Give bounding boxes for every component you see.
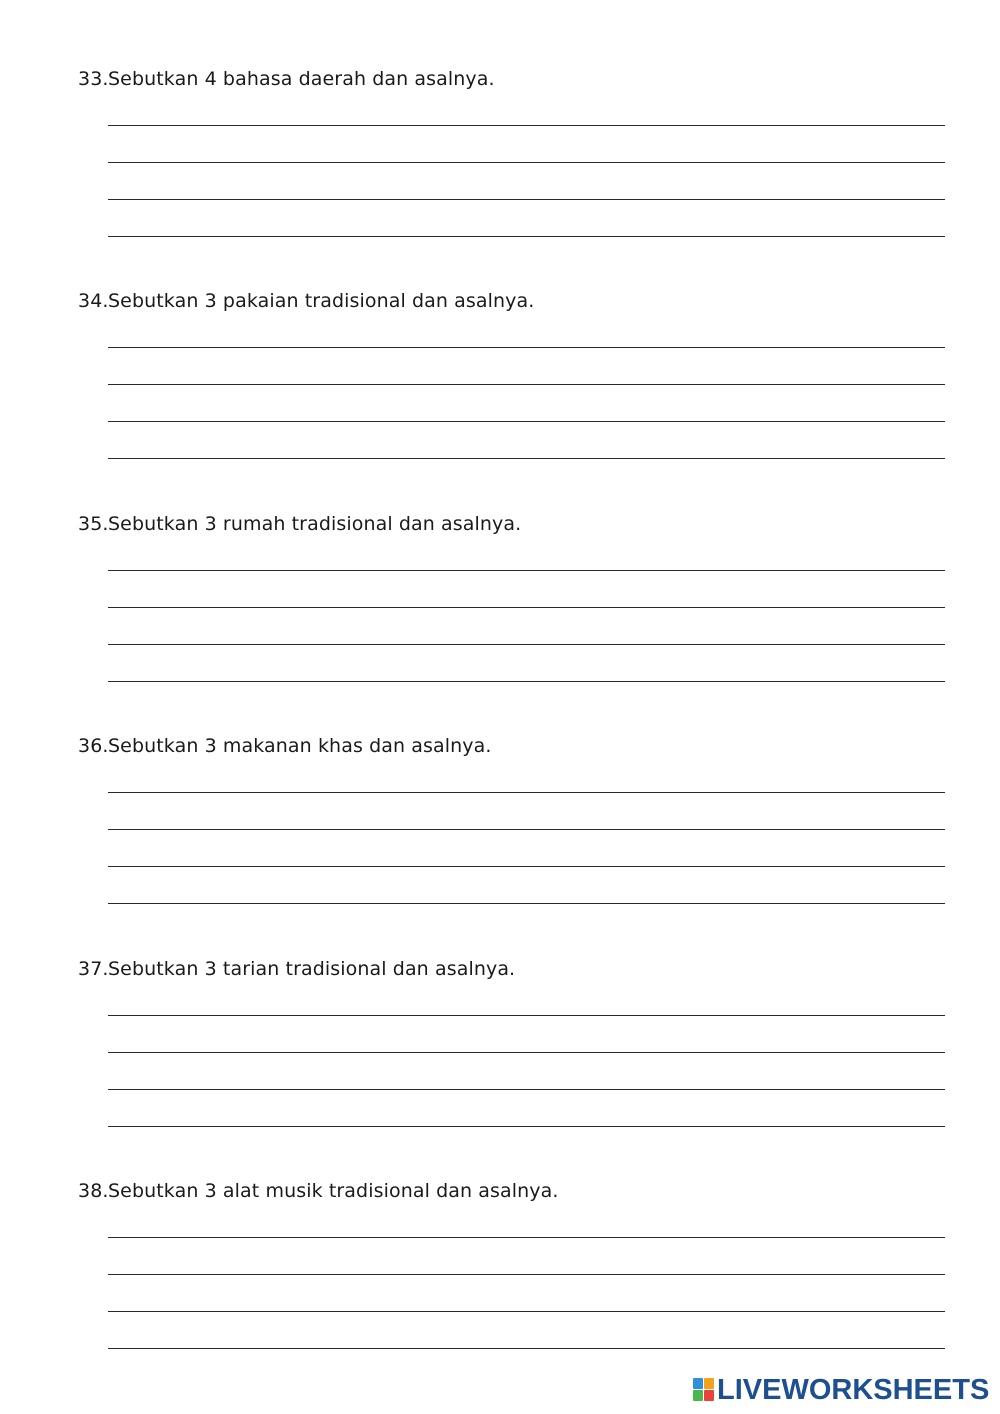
question-37 xyxy=(0,890,1000,1112)
answer-line[interactable] xyxy=(108,125,945,126)
answer-line[interactable] xyxy=(108,1274,945,1275)
question-prompt xyxy=(78,288,534,314)
liveworksheets-logo-icon xyxy=(693,1378,715,1402)
answer-line[interactable] xyxy=(108,570,945,571)
question-36 xyxy=(0,667,1000,889)
question-number: 37. xyxy=(78,958,109,980)
question-33 xyxy=(0,0,1000,222)
question-text: Sebutkan 3 tarian tradisional dan asalnya. xyxy=(108,958,516,980)
question-prompt xyxy=(78,733,492,759)
question-34 xyxy=(0,222,1000,444)
question-prompt xyxy=(78,956,515,982)
question-38 xyxy=(0,1112,1000,1334)
answer-line[interactable] xyxy=(108,607,945,608)
answer-line[interactable] xyxy=(108,1237,945,1238)
answer-line[interactable] xyxy=(108,199,945,200)
answer-line[interactable] xyxy=(108,347,945,348)
question-number: 34. xyxy=(78,290,109,312)
question-text: Sebutkan 3 pakaian tradisional dan asalnya. xyxy=(108,290,535,312)
answer-line[interactable] xyxy=(108,1015,945,1016)
question-35 xyxy=(0,445,1000,667)
answer-line[interactable] xyxy=(108,1052,945,1053)
answer-line[interactable] xyxy=(108,162,945,163)
answer-line[interactable] xyxy=(108,792,945,793)
question-text: Sebutkan 4 bahasa daerah dan asalnya. xyxy=(108,68,495,90)
question-text: Sebutkan 3 alat musik tradisional dan asalnya. xyxy=(108,1180,559,1202)
answer-line[interactable] xyxy=(108,829,945,830)
question-text: Sebutkan 3 rumah tradisional dan asalnya. xyxy=(108,513,522,535)
question-prompt xyxy=(78,1178,559,1204)
question-number: 33. xyxy=(78,68,109,90)
answer-line[interactable] xyxy=(108,1348,945,1349)
question-number: 36. xyxy=(78,735,109,757)
answer-line[interactable] xyxy=(108,1089,945,1090)
question-number: 38. xyxy=(78,1180,109,1202)
question-prompt xyxy=(78,511,521,537)
question-number: 35. xyxy=(78,513,109,535)
brand-name: LIVEWORKSHEETS xyxy=(717,1374,990,1406)
liveworksheets-logo[interactable] xyxy=(693,1374,989,1406)
answer-line[interactable] xyxy=(108,866,945,867)
question-prompt xyxy=(78,66,495,92)
answer-line[interactable] xyxy=(108,421,945,422)
question-text: Sebutkan 3 makanan khas dan asalnya. xyxy=(108,735,492,757)
answer-line[interactable] xyxy=(108,384,945,385)
answer-line[interactable] xyxy=(108,1311,945,1312)
answer-line[interactable] xyxy=(108,644,945,645)
